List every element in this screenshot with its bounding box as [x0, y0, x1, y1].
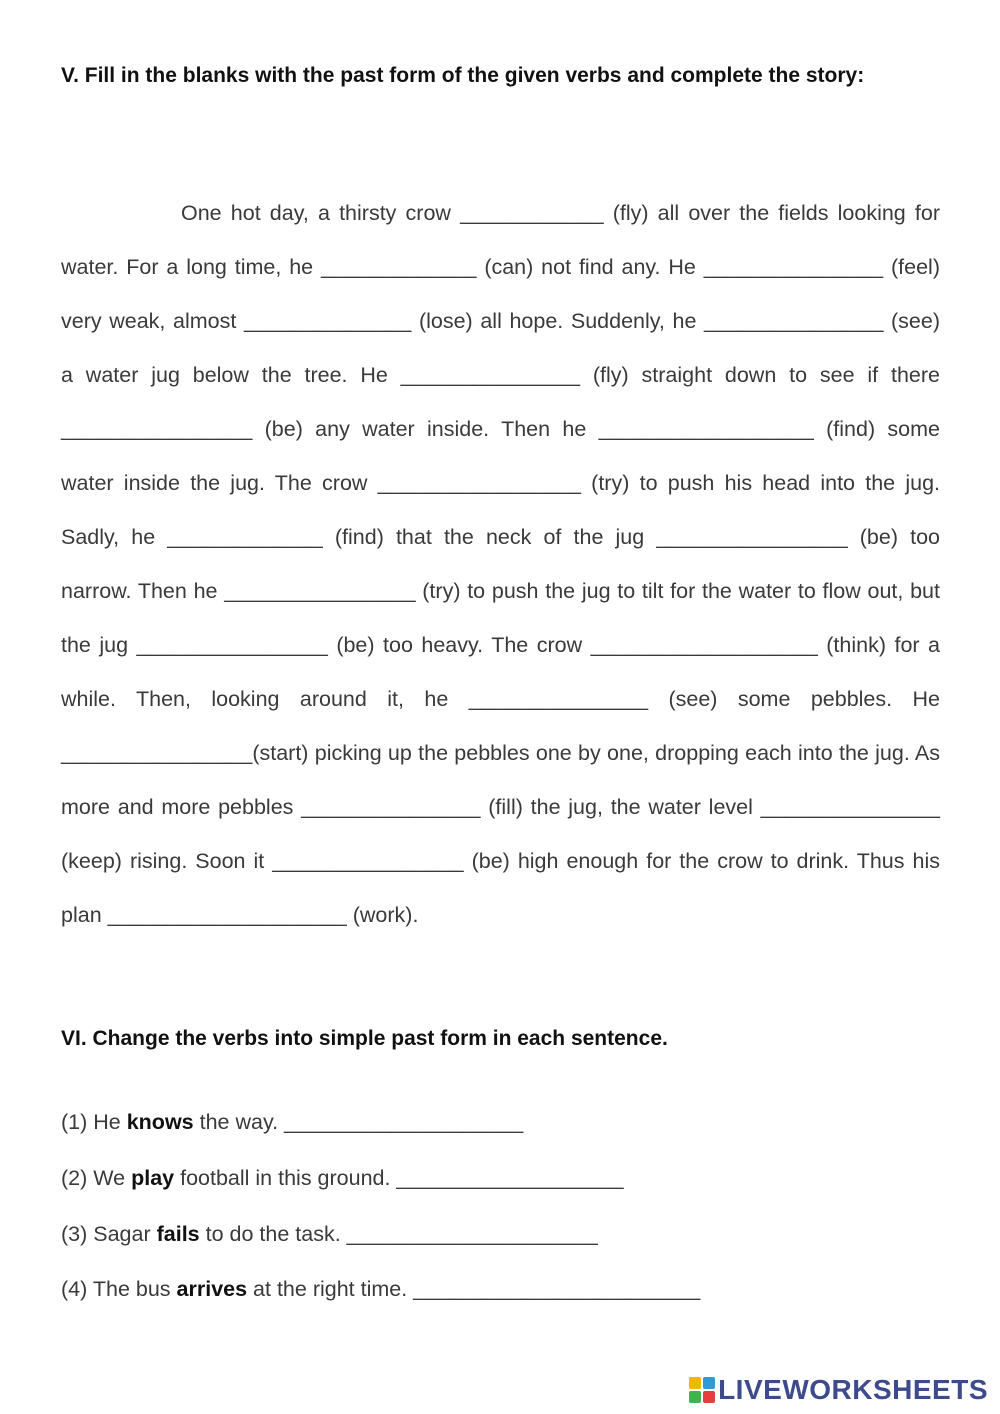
story-paragraph: [61, 186, 940, 942]
liveworksheets-logo: [689, 1374, 988, 1406]
question-1: [61, 1110, 523, 1135]
question-1-blank: the way. ____________________: [193, 1110, 524, 1134]
question-3-verb: fails: [156, 1222, 200, 1246]
question-1-prefix: (1) He: [61, 1110, 127, 1134]
question-4-blank: at the right time. ________________________: [247, 1277, 701, 1301]
story-text: One hot day, a thirsty crow ____________ (fly) all over the fields looking for water. For a long time, he _____________ (can) not find any. He _______________ (feel) very weak, almost ______________ (lose) all hope. Suddenly, he _______________ (see) a water jug below the tree. He _______________ (fly) straight down to see if there ________________ (be) any water inside. Then he __________________ (find) some water inside the jug. The crow _________________ (try) to push his head into the jug. Sadly, he _____________ (find) that the neck of the jug ________________ (be) too narrow. Then he ________________ (try) to push the jug to tilt for the water to flow out, but the jug ________________ (be) too heavy. The crow ___________________ (think) for a while. Then, looking around it, he _______________ (see) some pebbles. He ________________(start) picking up the pebbles one by one, dropping each into the jug. As more and more pebbles _______________ (fill) the jug, the water level _______________ (keep) rising. Soon it ________________ (be) high enough for the crow to drink. Thus his plan ____________________ (work).: [61, 201, 940, 927]
question-3-blank: to do the task. _____________________: [199, 1222, 598, 1246]
question-3: [61, 1222, 598, 1247]
question-3-prefix: (3) Sagar: [61, 1222, 157, 1246]
section-6-heading: VI. Change the verbs into simple past form in each sentence.: [61, 1027, 668, 1050]
question-4-verb: arrives: [176, 1277, 248, 1301]
logo-mark-icon: [689, 1377, 715, 1403]
question-2-prefix: (2) We: [61, 1166, 132, 1190]
question-4: [61, 1277, 700, 1302]
question-2: [61, 1166, 624, 1191]
section-5-heading: V. Fill in the blanks with the past form of the given verbs and complete the story:: [61, 64, 865, 87]
question-4-prefix: (4) The bus: [61, 1277, 177, 1301]
logo-text: LIVEWORKSHEETS: [718, 1374, 988, 1405]
question-2-blank: football in this ground. ___________________: [174, 1166, 624, 1190]
question-1-verb: knows: [126, 1110, 194, 1134]
question-2-verb: play: [131, 1166, 175, 1190]
